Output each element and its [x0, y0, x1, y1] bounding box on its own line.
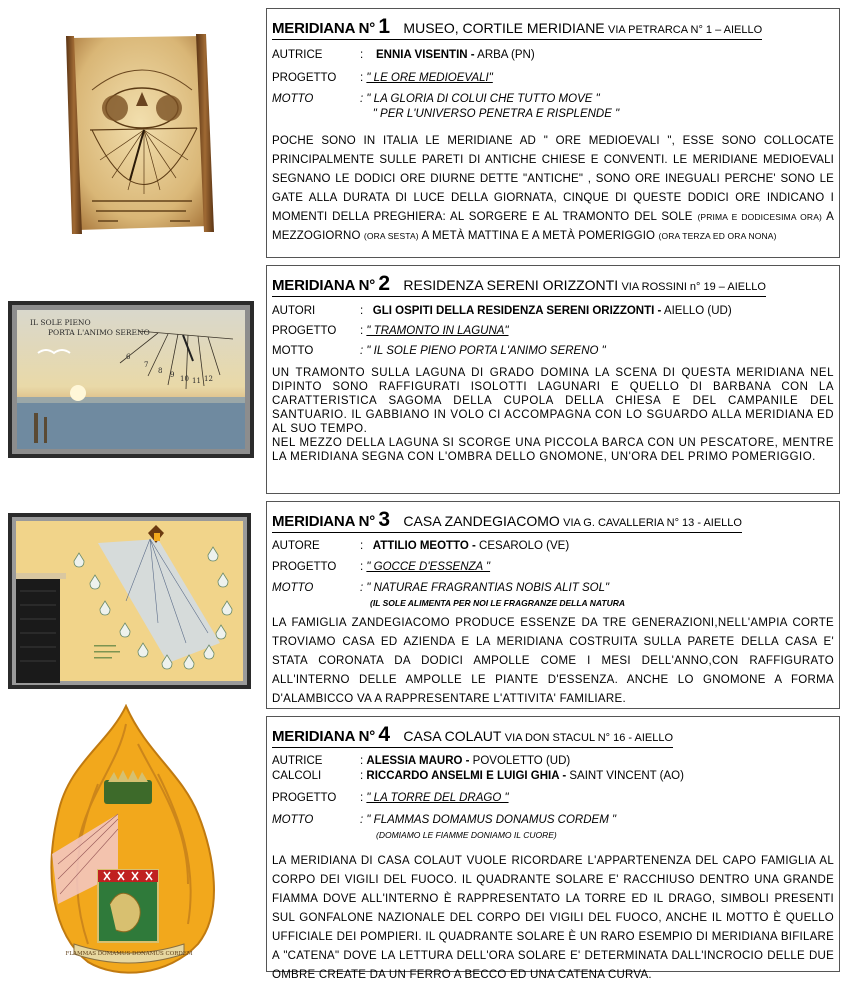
author-row: AUTRICE : ENNIA VISENTIN - ARBA (PN)	[272, 49, 535, 61]
sundial-4-image	[38, 704, 221, 976]
author-row: AUTRICE : ALESSIA MAURO - POVOLETTO (UD)	[272, 755, 571, 767]
motto-row: MOTTO : " LA GLORIA DI COLUI CHE TUTTO MOVE " " PER L'UNIVERSO PENETRA E RISPLENDE "	[272, 93, 620, 120]
svg-text:7: 7	[144, 361, 149, 369]
motto-row: MOTTO : " NATURAE FRAGRANTIAS NOBIS ALIT SOL" (IL SOLE ALIMENTA PER NOI LE FRAGRANZE DELLA NATURA	[272, 582, 625, 608]
project-row: PROGETTO : " LE ORE MEDIOEVALI"	[272, 72, 493, 84]
description: UN TRAMONTO SULLA LAGUNA DI GRADO DOMINA LA SCENA DI QUESTA MERIDIANA NEL DIPINTO SONO RAFFIGURATI ISOLOTTI LAGUNARI E QUELLO DI BARBANA CON LA CARATTERISTICA SAGOMA DELLA CUPOLA DELLA CHIESA E DEL CAMPANILE DEL SANTUARIO. IL GABBIANO IN VOLO CI ACCOMPAGNA CON LO SGUARDO ALLA MERIDIANA ED AL SUO TEMPO. NEL MEZZO DELLA LAGUNA SI SCORGE UNA PICCOLA BARCA CON UN PESCATORE, MENTRE LA MERIDIANA SEGNA CON L'OMBRA DELLO GNOMONE, UN'ORA DEL PRIMO POMERIGGIO.	[272, 367, 834, 463]
project-row: PROGETTO : " TRAMONTO IN LAGUNA"	[272, 325, 509, 337]
svg-text:8: 8	[158, 367, 163, 375]
svg-text:9: 9	[170, 371, 175, 379]
sundial-4-title: MERIDIANA N° 4 CASA COLAUT VIA DON STACUL N° 16 - AIELLO	[272, 723, 674, 746]
sundial-2-card	[266, 265, 840, 494]
sundial-2-title: MERIDIANA N° 2 RESIDENZA SERENI ORIZZONTI VIA ROSSINI n° 19 – AIELLO	[272, 272, 766, 295]
sundial-1-image	[52, 30, 217, 238]
motto-row: MOTTO : " IL SOLE PIENO PORTA L'ANIMO SERENO "	[272, 345, 606, 357]
author-row: AUTORI : GLI OSPITI DELLA RESIDENZA SERENI ORIZZONTI - AIELLO (UD)	[272, 305, 732, 317]
sundial-1-card	[266, 8, 840, 258]
sundial-2-image	[8, 301, 254, 458]
sundial-3-card	[266, 501, 840, 709]
description: LA FAMIGLIA ZANDEGIACOMO PRODUCE ESSENZE DA TRE GENERAZIONI,NELL'AMPIA CORTE TROVIAMO CASA ED AZIENDA E LA MERIDIANA COSTRUITA SULLA PARETE DELLA CASA E' STATA CORONATA DA DODICI AMPOLLE COME I MESI DELL'ANNO,CON RAFFIGURATO ALL'INTERNO DELLE AMPOLLE LE PIANTE D'ESSENZA. ANCHE LO GNOMONE A FORMA D'ALAMBICCO VA A RAPPRESENTARE L'ATTIVITA' FAMILIARE.	[272, 617, 834, 705]
project-row: PROGETTO : " LA TORRE DEL DRAGO "	[272, 792, 509, 804]
description: POCHE SONO IN ITALIA LE MERIDIANE AD " ORE MEDIOEVALI ", ESSE SONO COLLOCATE PRINCIPALMENTE SULLE PARETI DI ANTICHE CHIESE E CONVENTI. LE MERIDIANE MEDIOEVALI SEGNANO LE DODICI ORE DIURNE DETTE "ANTICHE" , SONO ORE INEGUALI PERCHE' SONO LE GATE ALLA DURATA DI LUCE DELLA GIORNATA, CINQUE DI QUESTE DODICI ORE INDICANO I MOMENTI DELLA PREGHIERA: AL SORGERE E AL TRAMONTO DEL SOLE (PRIMA E DODICESIMA ORA) A MEZZOGIORNO (ORA SESTA) A METÀ MATTINA E A METÀ POMERIGGIO (ORA TERZA ED ORA NONA)	[272, 135, 834, 242]
sundial-3-title: MERIDIANA N° 3 CASA ZANDEGIACOMO VIA G. CAVALLERIA N° 13 - AIELLO	[272, 508, 742, 531]
svg-text:11: 11	[192, 377, 201, 385]
project-row: PROGETTO : " GOCCE D'ESSENZA "	[272, 561, 491, 573]
svg-text:6: 6	[126, 353, 131, 361]
svg-text:IL SOLE PIENO: IL SOLE PIENO	[30, 318, 91, 327]
description: LA MERIDIANA DI CASA COLAUT VUOLE RICORDARE L'APPARTENENZA DEL CAPO FAMIGLIA AL CORPO DEI VIGILI DEL FUOCO. IL QUADRANTE SOLARE E' RACCHIUSO DENTRO UNA GRANDE FIAMMA DOVE ALL'INTERNO È RAPPRESENTATO LA TORRE ED IL DRAGO, SIMBOLI PRESENTI SUL GONFALONE NAZIONALE DEL CORPO DEI VIGILI DEL FUOCO, ANCHE IL MOTTO È QUELLO UFFICIALE DEI POMPIERI. IL QUADRANTE SOLARE È UN RARO ESEMPIO DI MERIDIANA BIFILARE A "CATENA" DOVE LA LETTURA DELL'ORA SOLARE E' DETERMINATA DALL'INCROCIO DELLE DUE OMBRE CREATE DA UN FERRO A BECCO ED UNA CATENA CURVA.	[272, 855, 834, 981]
svg-text:12: 12	[204, 375, 213, 383]
sundial-4-card	[266, 716, 840, 981]
svg-text:FLAMMAS DOMAMUS DONAMUS CORDEM: FLAMMAS DOMAMUS DONAMUS CORDEM	[65, 951, 193, 957]
sundial-1-title: MERIDIANA N° 1 MUSEO, CORTILE MERIDIANE VIA PETRARCA N° 1 – AIELLO	[272, 15, 763, 38]
svg-text:10: 10	[180, 375, 189, 383]
author-row: AUTORE : ATTILIO MEOTTO - CESAROLO (VE)	[272, 540, 570, 552]
calc-row: CALCOLI : RICCARDO ANSELMI E LUIGI GHIA - SAINT VINCENT (AO)	[272, 770, 684, 782]
svg-text:PORTA L'ANIMO SERENO: PORTA L'ANIMO SERENO	[48, 328, 150, 337]
sundial-3-image	[8, 513, 251, 689]
motto-row: MOTTO : " FLAMMAS DOMAMUS DONAMUS CORDEM " (DOMIAMO LE FIAMME DONIAMO IL CUORE)	[272, 814, 617, 840]
